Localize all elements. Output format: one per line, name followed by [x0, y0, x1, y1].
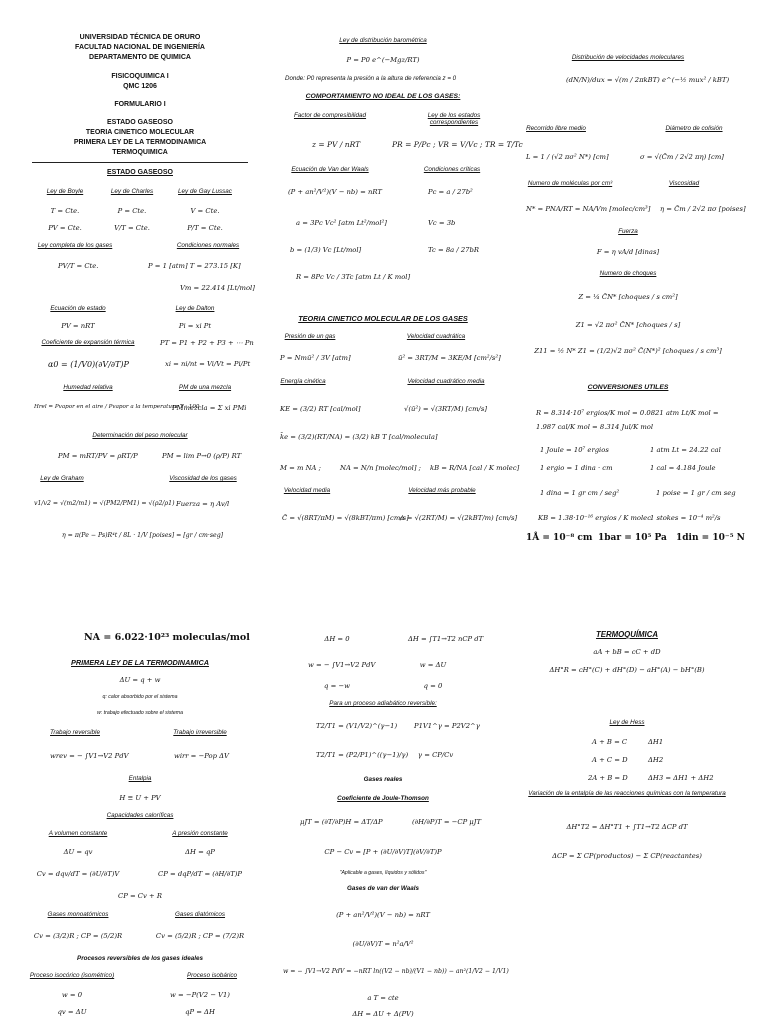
- normal-f1: P = 1 [atm] T = 273.15 [K]: [148, 262, 241, 270]
- divider: [32, 162, 248, 163]
- quad-label: Velocidad cuadrática: [406, 333, 466, 340]
- combined-label: Ley completa de los gases: [37, 242, 113, 249]
- graham-f: v1/v2 = √(m2/m1) = √(PM2/PM1) = √(ρ2/ρ1): [34, 500, 175, 507]
- hess-r3-dh: ΔH3 = ΔH1 + ΔH2: [648, 774, 714, 782]
- hess-r1: A + B = C: [592, 738, 628, 746]
- expansion-f: α0 = (1/V0)(∂V/∂T)P: [48, 360, 129, 369]
- force-label: Fuerza: [618, 228, 638, 235]
- conv-c1: 1 Joule = 10⁷ ergios: [540, 446, 609, 454]
- compress-label: Factor de compresibilidad: [293, 112, 367, 119]
- mono-f: Cv = (3/2)R ; CP = (5/2)R: [33, 932, 123, 940]
- vdw2-f2: (∂U/∂V)T = n²a/V²: [352, 940, 414, 948]
- baro-f: P = P0 e^(−Mgz/RT): [346, 56, 420, 64]
- mixture-f: PMmezcla = Σ xi PMi: [172, 404, 247, 412]
- partial-f1: PT = P1 + P2 + P3 + ⋯ Pn: [160, 339, 254, 347]
- adi-w: w = ΔU: [419, 661, 447, 669]
- topic-1: ESTADO GASEOSO: [107, 119, 173, 126]
- department-name: DEPARTAMENTO DE QUIMICA: [89, 54, 191, 61]
- ktm-title: TEORIA CINETICO MOLECULAR DE LOS GASES: [298, 314, 468, 323]
- quad-f: ū² = 3RT/M = 3KE/M [cm²/s²]: [398, 354, 501, 362]
- nonideal-title: COMPORTAMIENTO NO IDEAL DE LOS GASES:: [305, 93, 461, 100]
- conv-c8: 1 stokes = 10⁻⁴ m²/s: [650, 514, 721, 522]
- state-label: Ecuación de estado: [50, 305, 106, 312]
- visc-f: η = C̄m / 2√2 πσ [poises]: [660, 205, 746, 213]
- conv-title: CONVERSIONES UTILES: [587, 384, 669, 391]
- cap-label: Capacidades caloríficas: [106, 812, 174, 819]
- nmol-f: N* = PNA/RT = NA/Vm [molec/cm³]: [526, 205, 651, 213]
- vdw2-label: Gases de van der Waals: [347, 885, 419, 892]
- dalton-f: Pi = xi Pt: [178, 322, 212, 330]
- m-f1: M = m NA ;: [280, 464, 321, 472]
- vdw-R: R = 8Pc Vc / 3Tc [atm Lt / K mol]: [296, 273, 411, 281]
- pressure-label: Presión de un gas: [284, 333, 336, 340]
- isov-f2: qv = ΔU: [57, 1008, 87, 1016]
- prob-f: α = √(2RT/M) = √(2kBT/m) [cm/s]: [400, 514, 518, 522]
- topic-3: PRIMERA LEY DE LA TERMODINAMICA: [73, 139, 207, 146]
- shocks-f1: Z = ¼ C̄N* [choques / s cm²]: [578, 293, 678, 301]
- kirchhoff-label: Variación de la entalpía de las reacciones químicas con la temperatura: [528, 790, 726, 797]
- diam-label: Diámetro de colisión: [665, 125, 723, 132]
- reaction-enthalpy: ΔH°R = cH°(C) + dH°(D) − aH°(A) − bH°(B): [549, 666, 705, 674]
- rev-f: wrev = − ∫V1→V2 PdV: [50, 752, 129, 760]
- note-q: q: calor absorbido por el sistema: [102, 694, 178, 700]
- conv-c3: 1 ergio = 1 dina · cm: [540, 464, 613, 472]
- cv-label: A volumen constante: [48, 830, 108, 837]
- conv-u2: 1bar = 10⁵ Pa: [598, 533, 667, 543]
- hess-r2-dh: ΔH2: [648, 756, 664, 764]
- kirchhoff-f2: ΔCP = Σ CP(productos) − Σ CP(reactantes): [552, 852, 702, 860]
- adi-f4: γ = CP/Cv: [418, 751, 454, 759]
- enth-label: Entalpia: [128, 775, 152, 782]
- isov-label: Proceso isocórico (isométrico): [29, 972, 115, 979]
- irr-f: wirr = −Pop ΔV: [174, 752, 229, 760]
- vdw-a: a = 3Pc Vc² [atm Lt²/mol²]: [296, 219, 387, 227]
- isop-dh: ΔH = ∫T1→T2 nCP dT: [408, 635, 484, 643]
- ke-label: Energía cinética: [280, 378, 326, 385]
- iso-t-dh: ΔH = 0: [324, 635, 350, 643]
- conv-u1: 1Å = 10⁻⁸ cm: [526, 533, 593, 543]
- faculty-name: FACULTAD NACIONAL DE INGENIERÍA: [75, 44, 205, 51]
- cp-f1: ΔH = qP: [185, 848, 215, 856]
- cp-f2: CP = dqP/dT = (∂H/∂T)P: [158, 870, 242, 878]
- jt-f2: (∂H/∂P)T = −CP μJT: [412, 818, 481, 826]
- charles-f1: P = Cte.: [117, 207, 147, 215]
- enth-f: H ≡ U + PV: [119, 794, 161, 802]
- ke-f2: k̄e = (3/2)(RT/NA) = (3/2) kB T [cal/molecula]: [280, 433, 438, 441]
- visc-label: Viscosidad: [668, 180, 700, 187]
- vdw-f: (P + an²/V²)(V − nb) = nRT: [288, 188, 382, 196]
- mean-label: Velocidad media: [283, 487, 331, 494]
- jt-note: "Aplicable a gases, líquidos y sólidos": [339, 870, 427, 876]
- vdw2-f1: (P + an²/V²)(V − nb) = nRT: [336, 911, 430, 919]
- iso-t-w: w = − ∫V1→V2 PdV: [308, 661, 376, 669]
- vdw2-f5: ΔH = ΔU + Δ(PV): [352, 1010, 414, 1018]
- real-label: Gases reales: [363, 776, 403, 783]
- crit-tc: Tc = 8a / 27bR: [428, 246, 479, 254]
- compress-f: z = PV / nRT: [312, 140, 361, 149]
- note-w: w: trabajo efectuado sobre el sistema: [97, 710, 183, 716]
- states-label: Ley de los estados correspondientes: [427, 112, 481, 126]
- mean-f: C̄ = √(8RT/πM) = √(8kBT/πm) [cm/s]: [282, 514, 409, 522]
- di-label: Gases diatómicos: [174, 911, 226, 918]
- ke-f1: KE = (3/2) RT [cal/mol]: [280, 405, 361, 413]
- boyle-f1: T = Cte.: [50, 207, 80, 215]
- mw-f1: PM = mRT/PV = ρRT/P: [58, 452, 138, 460]
- kirchhoff-f1: ΔH°T2 = ΔH°T1 + ∫T1→T2 ΔCP dT: [566, 823, 688, 831]
- mfp-label: Recorrido libre medio: [526, 125, 586, 132]
- conv-c6: 1 poise = 1 gr / cm seg: [656, 489, 736, 497]
- states-f: PR = P/Pc ; VR = V/Vc ; TR = T/Tc: [392, 140, 523, 149]
- graham-label: Ley de Graham: [40, 475, 84, 482]
- humidity-label: Humedad relativa: [63, 384, 113, 391]
- normal-label: Condiciones normales: [176, 242, 240, 249]
- form-title: FORMULARIO I: [114, 101, 166, 108]
- viscosity-f2: η = π(Pe − Ps)R⁴t / 8L · 1/V [poises] = [gr / cm·seg]: [62, 532, 224, 539]
- jt-f3: CP − Cv = [P + (∂U/∂V)T](∂V/∂T)P: [324, 848, 442, 856]
- charles-f2: V/T = Cte.: [114, 224, 150, 232]
- vdw-b: b = (1/3) Vc [Lt/mol]: [290, 246, 362, 254]
- isop-f2: qP = ΔH: [185, 1008, 215, 1016]
- m-f3: kB = R/NA [cal / K molec]: [430, 464, 520, 472]
- rev-label: Trabajo reversible: [50, 729, 100, 736]
- m-f2: NA = N/n [molec/mol] ;: [340, 464, 421, 472]
- crit-vc: Vc = 3b: [428, 219, 456, 227]
- adi-f1: T2/T1 = (V1/V2)^(γ−1): [316, 722, 398, 730]
- topic-4: TERMOQUIMICA: [112, 149, 168, 156]
- course-name: FISICOQUIMICA I: [111, 73, 169, 80]
- shocks-f3: Z11 = ½ N* Z1 = (1/2)√2 πσ² C̄(N*)² [choques / s cm³]: [534, 347, 722, 355]
- pressure-f: P = Nmū² / 3V [atm]: [280, 354, 351, 362]
- nmol-label: Numero de moléculas por cm³: [527, 180, 613, 187]
- hess-r2: A + C = D: [592, 756, 628, 764]
- gaylussac-f2: P/T = Cte.: [187, 224, 223, 232]
- baro-label: Ley de distribución barométrica: [339, 37, 427, 44]
- rms-f: √(ū²) = √(3RT/M) [cm/s]: [404, 405, 487, 413]
- conv-c4: 1 cal = 4.184 Joule: [650, 464, 716, 472]
- gaylussac-f1: V = Cte.: [190, 207, 220, 215]
- diam-f: σ = √(C̄m / 2√2 πη) [cm]: [640, 153, 724, 161]
- adi-f2: P1V1^γ = P2V2^γ: [414, 722, 480, 730]
- crit-pc: Pc = a / 27b²: [428, 188, 473, 196]
- cp-cv-relation: CP = Cv + R: [118, 892, 162, 900]
- rms-label: Velocidad cuadrático media: [407, 378, 485, 385]
- charles-label: Ley de Charles: [110, 188, 154, 195]
- vdw2-f4: a T = cte: [367, 994, 399, 1002]
- avogadro: NA = 6.022·10²³ moleculas/mol: [84, 632, 250, 643]
- state-f: PV = nRT: [61, 322, 95, 330]
- mono-label: Gases monoatómicos: [47, 911, 109, 918]
- hess-r1-dh: ΔH1: [648, 738, 664, 746]
- hess-r3: 2A + B = D: [588, 774, 628, 782]
- conv-c5: 1 dina = 1 gr cm / seg²: [540, 489, 620, 497]
- combined-f: PV/T = Cte.: [58, 262, 99, 270]
- mw-f2: PM = lim P→0 (ρ/P) RT: [162, 452, 242, 460]
- shocks-f2: Z1 = √2 πσ² C̄N* [choques / s]: [575, 321, 681, 329]
- cv-f2: Cv = dqv/dT = (∂U/∂T)V: [36, 870, 120, 878]
- dist-f: (dN/N)/dux = √(m / 2πkBT) e^(−½ mux² / kBT): [566, 76, 730, 84]
- topic-2: TEORIA CINETICO MOLECULAR: [85, 129, 195, 136]
- baro-note: Donde: P0 representa la presión a la altura de referencia z = 0: [285, 75, 457, 82]
- isop-f1: w = −P(V2 − V1): [170, 991, 230, 999]
- jt-f1: μJT = (∂T/∂P)H = ΔT/ΔP: [300, 818, 383, 826]
- viscosity-label: Viscosidad de los gases: [169, 475, 237, 482]
- viscosity-f1: Fuerza = η Av/l: [176, 500, 230, 508]
- gaylussac-label: Ley de Gay Lussac: [178, 188, 232, 195]
- isov-f1: w = 0: [61, 991, 83, 999]
- shocks-label: Numero de choques: [599, 270, 657, 277]
- di-f: Cv = (5/2)R ; CP = (7/2)R: [155, 932, 245, 940]
- mixture-label: PM de una mezcla: [178, 384, 232, 391]
- conv-u3: 1din = 10⁻⁵ N: [676, 533, 745, 543]
- proc-title: Procesos reversibles de los gases ideales: [76, 955, 204, 962]
- force-f: F = η vA/d [dinas]: [596, 248, 660, 256]
- adi-f3: T2/T1 = (P2/P1)^((γ−1)/γ): [316, 751, 409, 759]
- adi-q: q = 0: [423, 682, 443, 690]
- mfp-f: L = 1 / (√2 πσ² N*) [cm]: [526, 153, 609, 161]
- jt-label: Coeficiente de Joule-Thomson: [337, 795, 429, 802]
- thermochem-title: TERMOQUÍMICA: [596, 630, 658, 639]
- mw-label: Determinación del peso molecular: [92, 432, 188, 439]
- dist-label: Distribución de velocidades moleculares: [571, 54, 685, 61]
- conv-c2: 1 atm Lt = 24.22 cal: [650, 446, 721, 454]
- iso-t-q: q = −w: [324, 682, 350, 690]
- hess-label: Ley de Hess: [609, 719, 645, 726]
- prob-label: Velocidad más probable: [408, 487, 476, 494]
- university-name: UNIVERSIDAD TÉCNICA DE ORURO: [79, 34, 201, 41]
- thermo-title: PRIMERA LEY DE LA TERMODINAMICA: [71, 658, 209, 667]
- humidity-f: Hrel = Pvapor en el aire / Pvapor a la temperatura T · 100: [34, 404, 200, 410]
- reaction-f: aA + bB = cC + dD: [593, 648, 661, 656]
- conv-c7: KB = 1.38·10⁻¹⁶ ergios / K molec: [538, 514, 651, 522]
- partial-f2: xi = ni/nt = Vi/Vt = Pi/Pt: [165, 360, 251, 368]
- vdw-label: Ecuación de Van der Waals: [291, 166, 369, 173]
- gas-section-title: ESTADO GASEOSO: [107, 169, 173, 176]
- normal-f2: Vm = 22.414 [Lt/mol]: [180, 284, 255, 292]
- dalton-label: Ley de Dalton: [175, 305, 215, 312]
- irr-label: Trabajo irreversible: [173, 729, 227, 736]
- cp-label: A presión constante: [172, 830, 228, 837]
- cv-f1: ΔU = qv: [63, 848, 93, 856]
- course-code: QMC 1206: [123, 83, 157, 90]
- boyle-label: Ley de Boyle: [46, 188, 84, 195]
- vdw2-f3: w = − ∫V1→V2 PdV = −nRT ln((V2 − nb)/(V1 − nb)) − an²(1/V2 − 1/V1): [283, 968, 509, 975]
- isop-label: Proceso isobárico: [186, 972, 238, 979]
- expansion-label: Coeficiente de expansión térmica: [41, 339, 135, 346]
- conv-R: R = 8.314·10⁷ ergios/K mol = 0.0821 atm Lt/K mol = 1.987 cal/K mol = 8.314 Jul/K mol: [536, 409, 719, 431]
- first-law: ΔU = q + w: [119, 676, 161, 684]
- crit-label: Condiciones críticas: [423, 166, 481, 173]
- adi-label: Para un proceso adiabático reversible:: [329, 700, 437, 707]
- boyle-f2: PV = Cte.: [48, 224, 82, 232]
